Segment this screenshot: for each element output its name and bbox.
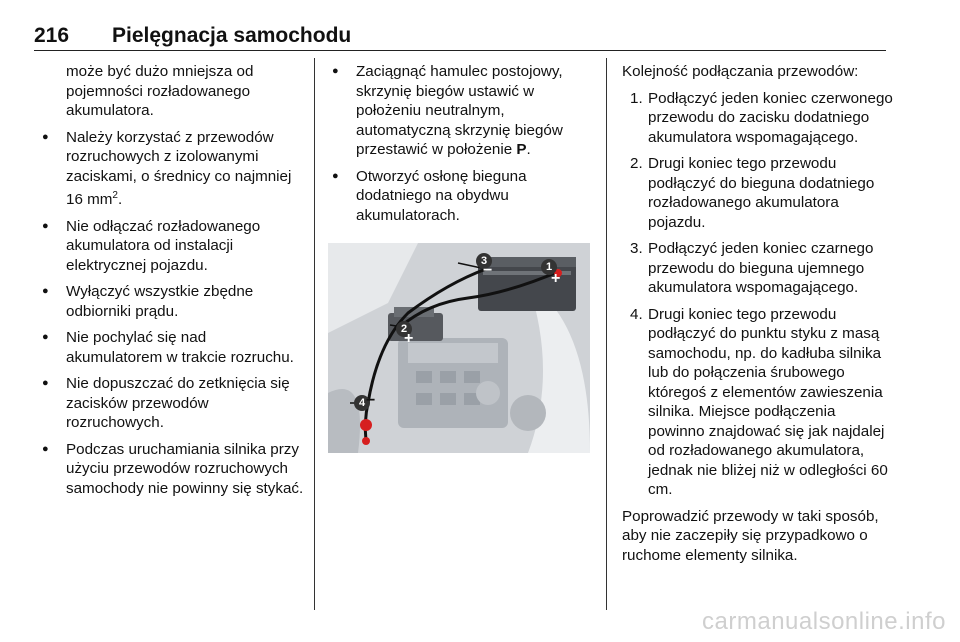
figure-label-2: 2: [396, 321, 412, 337]
bullet-item: ● Zaciągnąć hamulec postojowy, skrzynię biegów ustawić w położeniu neutralnym, automatyczną skrzynię biegów przestawić w położenie P.: [328, 62, 598, 160]
step-item: 2. Drugi koniec tego przewodu podłączyć do bieguna dodatniego rozładowanego akumulatora pojazdu.: [630, 155, 875, 231]
bullet-item: ● Nie odłączać rozładowanego akumulatora od instalacji elektrycznej pojazdu.: [38, 217, 306, 276]
bullet-item: ● Wyłączyć wszystkie zbędne odbiorniki prądu.: [38, 282, 306, 321]
page-number: 216: [34, 24, 70, 47]
jump-start-illustration: [328, 243, 590, 453]
page-header: [34, 24, 886, 50]
step-item: 4. Drugi koniec tego przewodu podłączyć do punktu styku z masą samochodu, np. do kadłuba silnika lub do połączenia śrubowego któregoś z elementów zawieszenia silnika. Miejsce podłączenia powinno znajdować się jak najdalej od rozładowanego akumulatora, jednak nie bliżej niż w odległości 60 cm.: [630, 305, 888, 498]
plus-sign-icon: +: [551, 270, 561, 287]
step-item: 1. Podłączyć jeden koniec czerwonego przewodu do zacisku dodatniego akumulatora wspomagającego.: [630, 89, 893, 146]
column-middle: [328, 62, 598, 453]
steps-intro: Kolejność podłączania przewodów:: [622, 63, 859, 80]
figure-label-4: 4: [354, 395, 370, 411]
figure-label-1: 1: [541, 259, 557, 275]
minus-sign-icon: −: [366, 392, 376, 409]
figure-label-3: 3: [476, 253, 492, 269]
step-item: 3. Podłączyć jeden koniec czarnego przewodu do bieguna ujemnego akumulatora wspomagającego.: [630, 240, 874, 296]
bullet-item: ● Należy korzystać z przewodów rozruchowych z izolowanymi zaciskami, o średnicy co najmniej 16 $mm^2$.: [38, 128, 306, 210]
minus-sign-icon: −: [483, 262, 493, 279]
plus-sign-icon: +: [404, 330, 414, 347]
numbered-steps: [622, 89, 894, 500]
bullet-item: ● Podczas uruchamiania silnika przy użyciu przewodów rozruchowych samochody nie powinny się stykać.: [38, 440, 306, 499]
watermark: carmanualsonline.info: [702, 608, 946, 635]
closing-paragraph: Poprowadzić przewody w taki sposób, aby nie zaczepiły się przypadkowo o ruchome elementy silnika.: [622, 507, 879, 564]
column-left: [38, 62, 306, 505]
column-right: [622, 62, 894, 572]
continued-paragraph: może być dużo mniejsza od pojemności rozładowanego akumulatora.: [66, 63, 254, 119]
header-rule: [34, 50, 886, 51]
column-divider-1: [314, 58, 315, 610]
bullet-item: ● Nie dopuszczać do zetknięcia się zacisków przewodów rozruchowych.: [38, 374, 306, 433]
column-divider-2: [606, 58, 607, 610]
page-title: Pielęgnacja samochodu: [112, 24, 352, 47]
bullet-item: ● Nie pochylać się nad akumulatorem w trakcie rozruchu.: [38, 328, 306, 367]
bullet-item: ● Otworzyć osłonę bieguna dodatniego na obydwu akumulatorach.: [328, 167, 598, 226]
